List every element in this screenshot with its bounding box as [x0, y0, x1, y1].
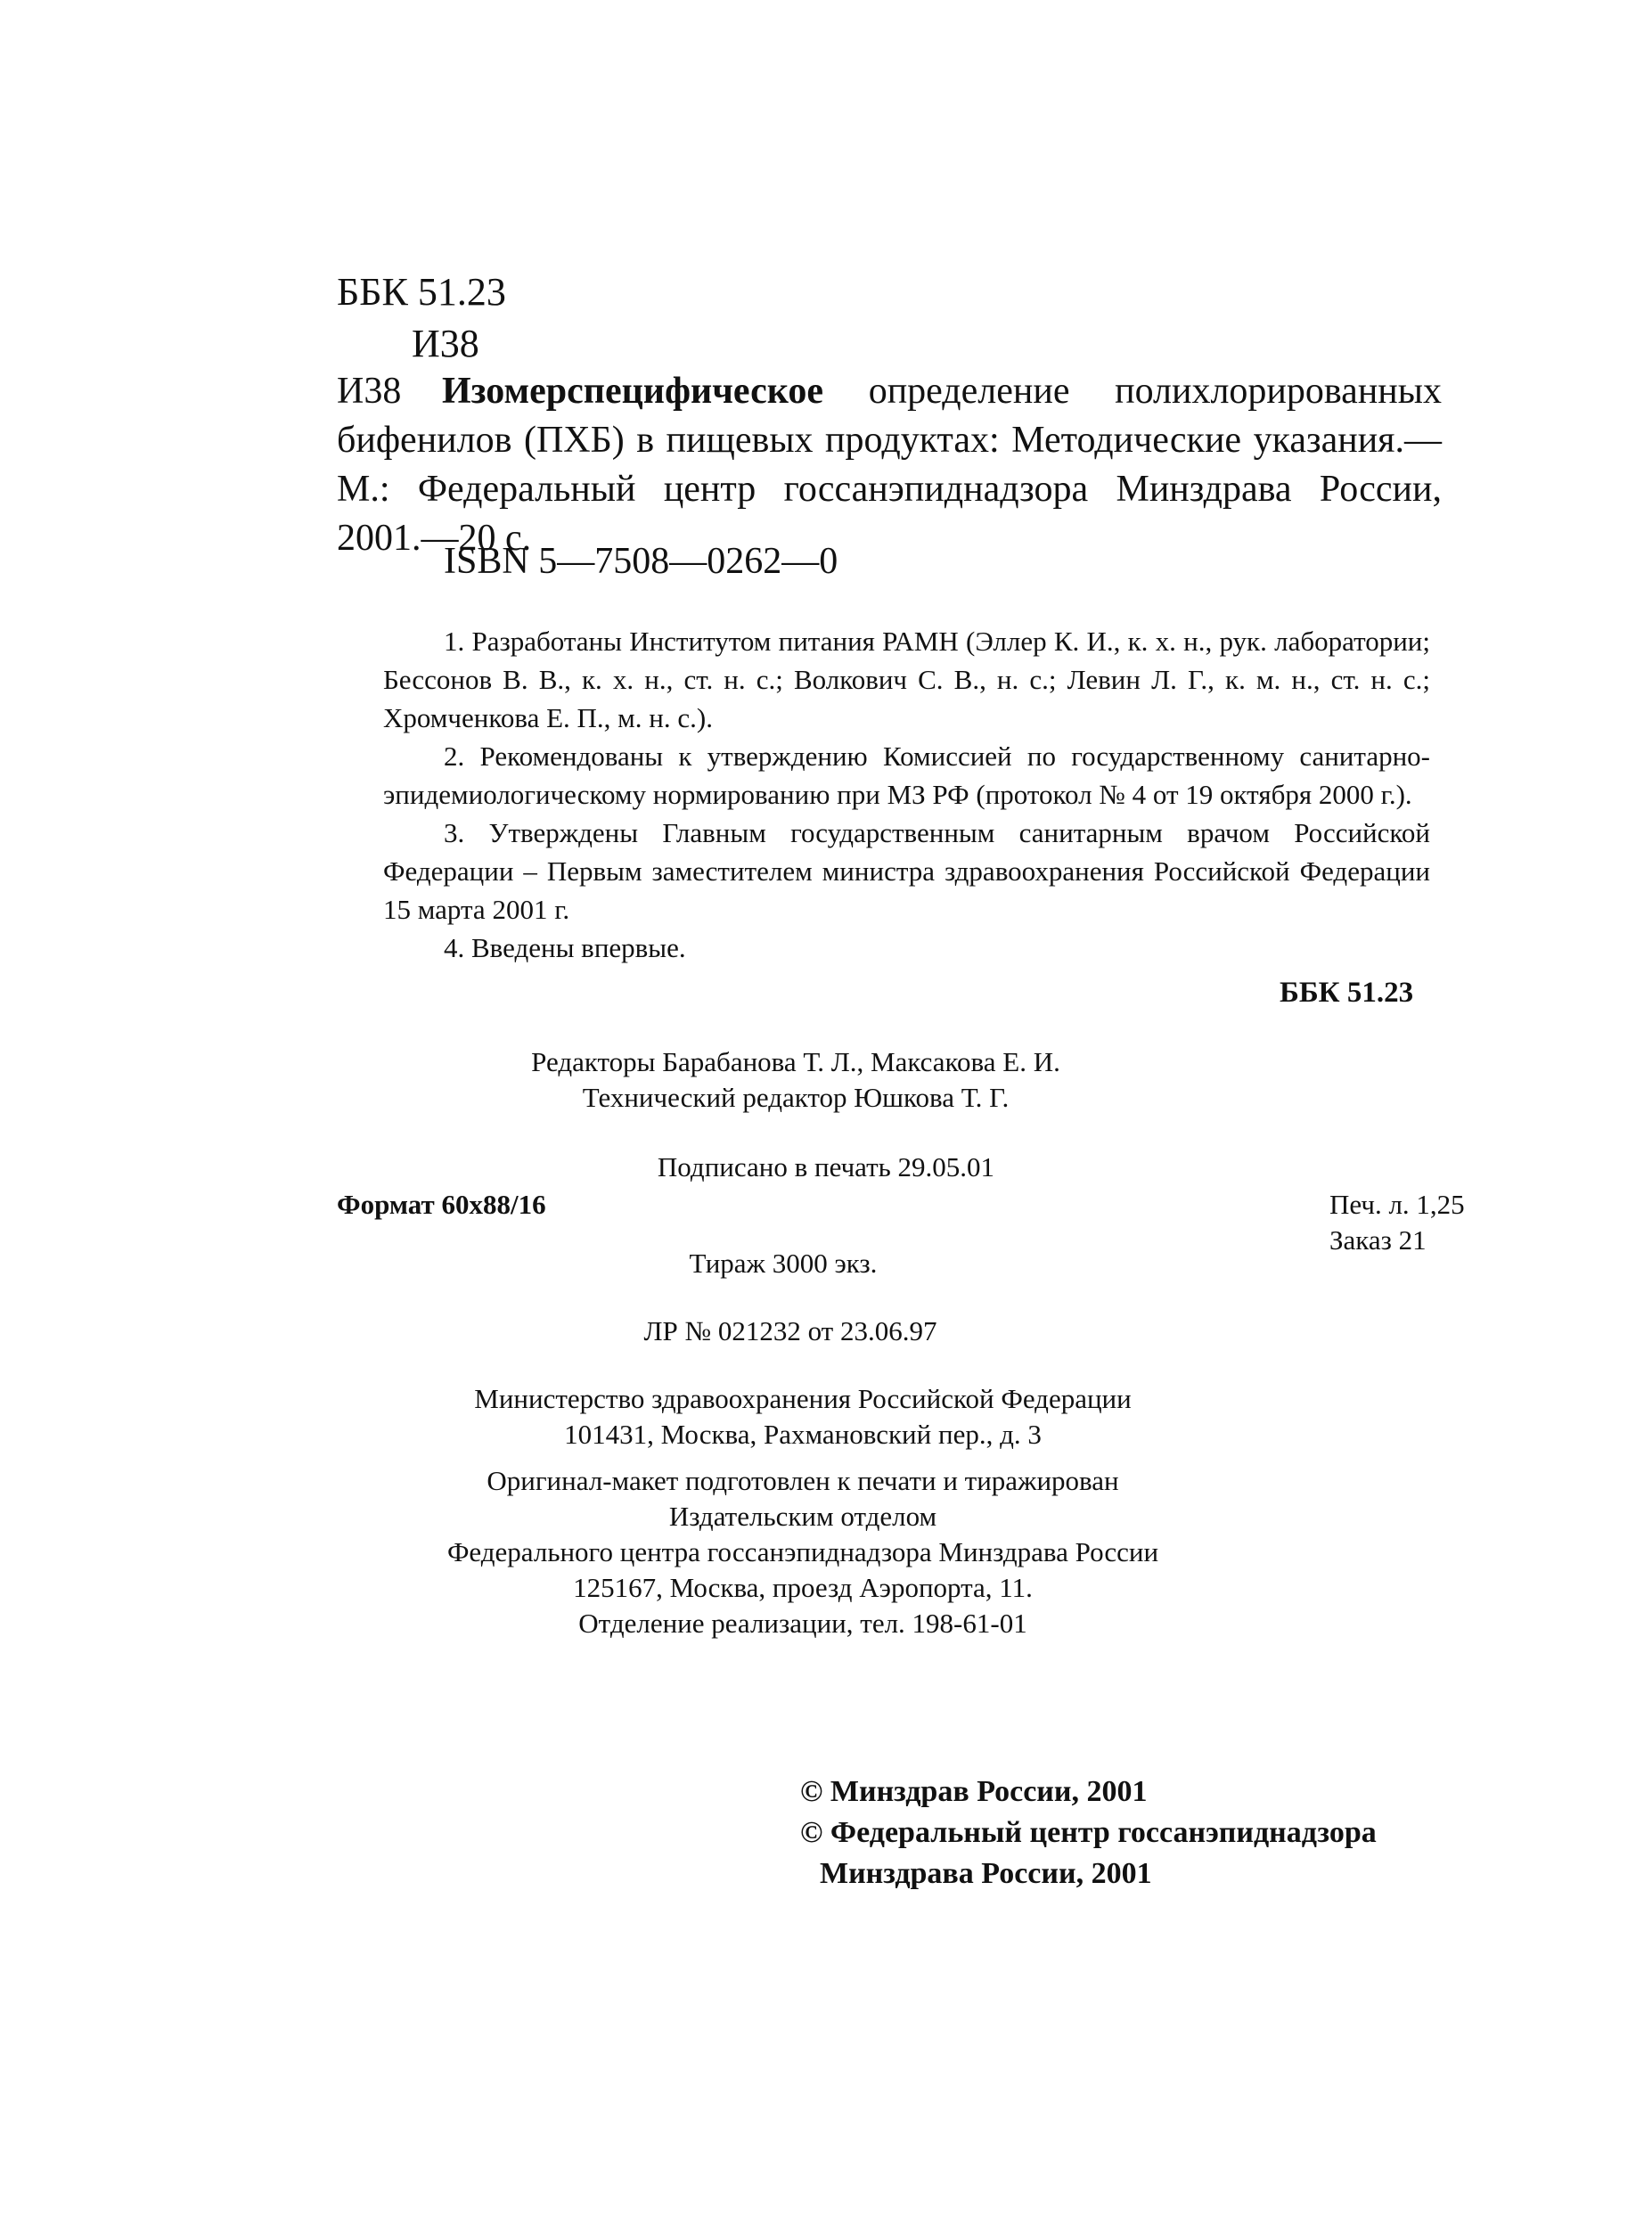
layout-note-line2: Издательским отделом [668, 1501, 937, 1532]
paper-format: Формат 60х88/16 [337, 1189, 546, 1220]
center-address: 125167, Москва, проезд Аэропорта, 11. [573, 1572, 1033, 1603]
entry-text [337, 367, 1442, 563]
entry-title-word: Изомерспецифическое [442, 371, 824, 412]
credits-list [383, 622, 1430, 967]
copyright-line3: Минздрава России, 2001 [820, 1857, 1152, 1890]
ministry-address: 101431, Москва, Рахмановский пер., д. 3 [564, 1419, 1042, 1450]
bbk-code-right: ББК 51.23 [1280, 977, 1414, 1009]
tech-editor: Технический редактор Юшкова Т. Г. [582, 1082, 1010, 1113]
print-sheets: Печ. л. 1,25 [1329, 1189, 1465, 1220]
editors: Редакторы Барабанова Т. Л., Максакова Е. И. [531, 1046, 1060, 1077]
license-line [0, 1313, 1616, 1349]
layout-note-line1: Оригинал-макет подготовлен к печати и тиражирован [487, 1465, 1119, 1496]
layout-note-line3: Федерального центра госсанэпиднадзора Минздрава России [446, 1536, 1159, 1567]
bbk-code: ББК 51.23 [337, 270, 506, 314]
sales-department: Отделение реализации, тел. 198-61-01 [578, 1608, 1027, 1639]
entry-description: определение полихлорированных бифенилов (ПХБ) в пищевых продуктах: Методические указания.—М.: Федеральный центр госсанэпиднадзора Минздрава России, 2001.—20 с. [337, 371, 1442, 559]
credit-item: 3. Утверждены Главным государственным санитарным врачом Российской Федерации – Первым заместителем министра здравоохранения Российской Федерации 15 марта 2001 г. [383, 817, 1430, 925]
credit-item: 1. Разработаны Институтом питания РАМН (Эллер К. И., к. х. н., рук. лаборатории; Бессонов В. В., к. х. н., ст. н. с.; Волкович С. В., н. с.; Левин Л. Г., к. м. н., ст. н. с.; Хромченкова Е. П., м. н. с.). [383, 626, 1430, 733]
circulation-line [0, 1246, 1609, 1281]
entry-index-label: И38 [337, 371, 402, 412]
ministry-block [0, 1381, 1629, 1453]
publisher-block [0, 1463, 1629, 1641]
circulation: Тираж 3000 экз. [689, 1248, 878, 1279]
signed-to-print: Подписано в печать 29.05.01 [657, 1151, 995, 1182]
signed-line [0, 1150, 1652, 1185]
copyright-line1: © Минздрав России, 2001 [800, 1775, 1148, 1808]
license-number: ЛР № 021232 от 23.06.97 [643, 1315, 937, 1346]
isbn: ISBN 5—7508—0262—0 [444, 541, 838, 582]
credit-item: 2. Рекомендованы к утверждению Комиссией по государственному санитарно-эпидемиологическому нормированию при МЗ РФ (протокол № 4 от 19 октября 2000 г.). [383, 741, 1430, 810]
author-index: И38 [412, 322, 479, 365]
copyright-line2: © Федеральный центр госсанэпиднадзора [800, 1816, 1377, 1849]
credit-item: 4. Введены впервые. [444, 932, 686, 963]
ministry-name: Министерство здравоохранения Российской Федерации [474, 1383, 1132, 1414]
editors-block [0, 1044, 1622, 1116]
order-number: Заказ 21 [1329, 1224, 1427, 1256]
